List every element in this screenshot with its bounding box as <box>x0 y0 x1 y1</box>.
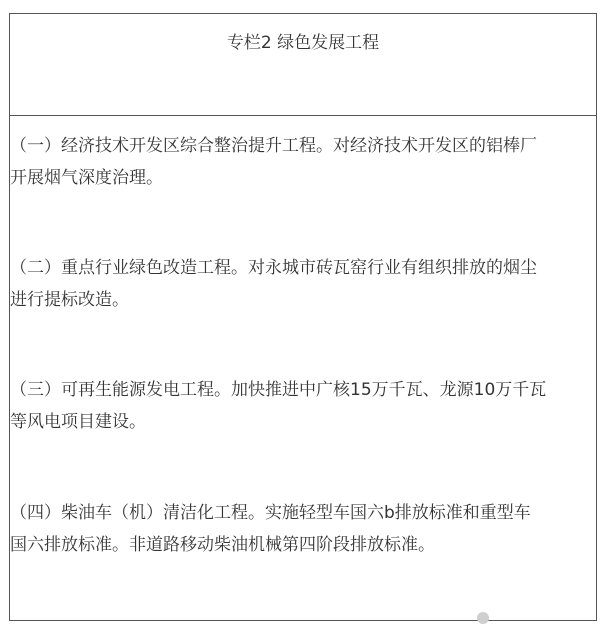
project-item <box>10 374 598 438</box>
project-item-line: （二）重点行业绿色改造工程。对永城市砖瓦窑行业有组织排放的烟尘 <box>10 258 537 278</box>
column-box <box>9 13 597 621</box>
project-item <box>10 497 598 561</box>
project-item-line: 进行提标改造。 <box>10 290 129 310</box>
project-item-line: （四）柴油车（机）清洁化工程。实施轻型车国六b排放标准和重型车 <box>10 503 531 523</box>
column-title: 专栏2 绿色发展工程 <box>226 33 380 53</box>
project-item <box>10 252 598 316</box>
scroll-indicator-dot <box>477 612 489 624</box>
project-item-line: 开展烟气深度治理。 <box>10 168 163 188</box>
project-item-line: 等风电项目建设。 <box>10 412 146 432</box>
project-item-line: （三）可再生能源发电工程。加快推进中广核15万千瓦、龙源10万千瓦 <box>10 380 547 400</box>
project-item-line: 国六排放标准。非道路移动柴油机械第四阶段排放标准。 <box>10 535 435 555</box>
project-item-line: （一）经济技术开发区综合整治提升工程。对经济技术开发区的铝棒厂 <box>10 136 537 156</box>
project-item <box>10 130 598 194</box>
column-header <box>10 14 596 116</box>
